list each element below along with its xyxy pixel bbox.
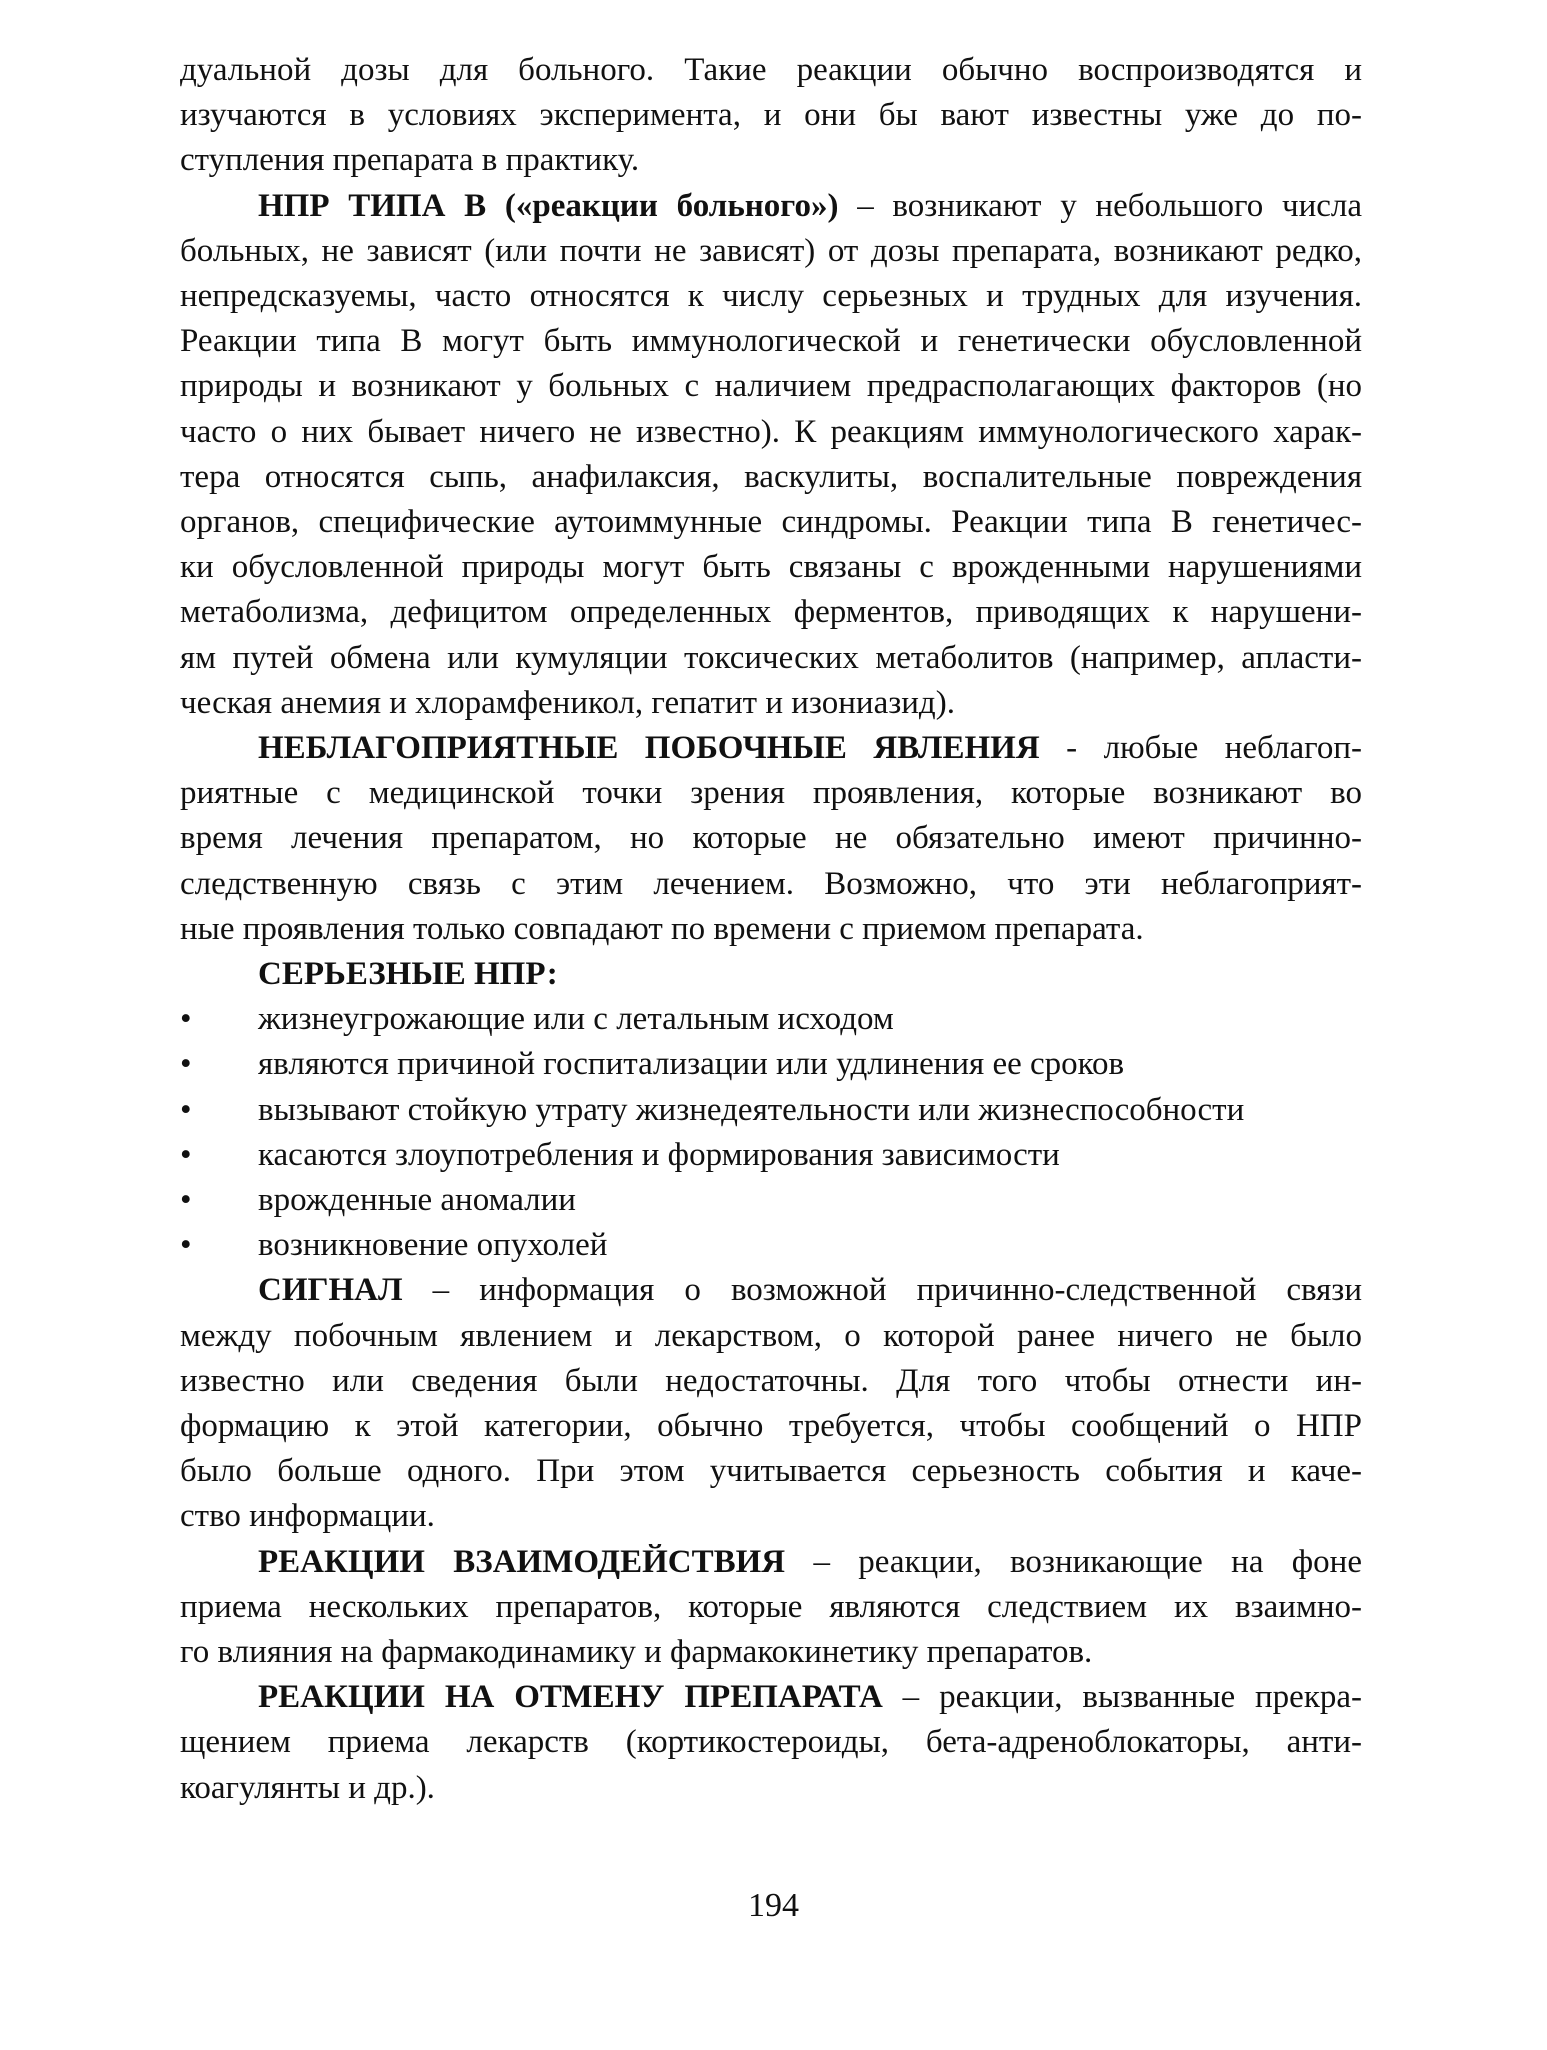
type-b-paragraph: [180, 184, 1362, 726]
text-line: время лечения препаратом, но которые не обязательно имеют причинно-: [180, 820, 1362, 857]
intro-paragraph: [180, 48, 1362, 184]
text-line: метаболизма, дефицитом определенных ферментов, приводящих к нарушени-: [180, 594, 1362, 631]
signal-paragraph: [180, 1268, 1362, 1539]
text-line: было больше одного. При этом учитывается серьезность события и каче-: [180, 1453, 1362, 1490]
term-interaction: РЕАКЦИИ ВЗАИМОДЕЙСТВИЯ: [258, 1543, 786, 1580]
text-line: приема нескольких препаратов, которые являются следствием их взаимно-: [180, 1588, 1362, 1625]
text-line: известно или сведения были недостаточны. Для того чтобы отнести ин-: [180, 1362, 1362, 1399]
term-adverse-events: НЕБЛАГОПРИЯТНЫЕ ПОБОЧНЫЕ ЯВЛЕНИЯ: [258, 730, 1040, 767]
list-item-text: касаются злоупотребления и формирования зависимости: [258, 1136, 1060, 1173]
text-line: ческая анемия и хлорамфеникол, гепатит и изониазид).: [180, 684, 955, 721]
list-item-text: вызывают стойкую утрату жизнедеятельности или жизнеспособности: [258, 1091, 1245, 1128]
list-item-text: жизнеугрожающие или с летальным исходом: [258, 1001, 894, 1038]
text-line: ступления препарата в практику.: [180, 142, 640, 179]
text-line: органов, специфические аутоиммунные синдромы. Реакции типа В генетичес-: [180, 504, 1362, 541]
definition-start: - любые неблагоп-: [1039, 730, 1362, 767]
list-item-text: являются причиной госпитализации или удлинения ее сроков: [258, 1046, 1125, 1083]
page-number: 194: [748, 1887, 799, 1924]
text-line: между побочным явлением и лекарством, о которой ранее ничего не было: [180, 1317, 1362, 1354]
text-line: больных, не зависят (или почти не зависят) от дозы препарата, возникают редко,: [180, 232, 1362, 269]
text-line: [180, 184, 1362, 229]
text-line: [180, 726, 1362, 771]
bullet-icon: •: [180, 1182, 192, 1218]
bullet-icon: •: [180, 1001, 192, 1038]
list-item: [180, 1223, 1362, 1268]
text-line: ки обусловленной природы могут быть связаны с врожденными нарушениями: [180, 549, 1362, 586]
text-line: тера относятся сыпь, анафилаксия, васкулиты, воспалительные повреждения: [180, 458, 1362, 495]
serious-adr-heading: СЕРЬЕЗНЫЕ НПР:: [258, 956, 558, 993]
text-line: следственную связь с этим лечением. Возможно, что эти неблагоприят-: [180, 865, 1362, 902]
text-line: риятные с медицинской точки зрения проявления, которые возникают во: [180, 775, 1362, 812]
text-line: формацию к этой категории, обычно требуется, чтобы сообщений о НПР: [180, 1407, 1362, 1444]
list-item: [180, 1088, 1362, 1133]
definition-start: – информация о возможной причинно-следственной связи: [402, 1272, 1362, 1309]
text-line: [180, 1675, 1362, 1720]
text-line: щением приема лекарств (кортикостероиды, бета-адреноблокаторы, анти-: [180, 1724, 1362, 1761]
text-line: дуальной дозы для больного. Такие реакции обычно воспроизводятся и: [180, 52, 1362, 88]
bullet-icon: •: [180, 1136, 192, 1173]
withdrawal-paragraph: [180, 1675, 1362, 1811]
text-line: Реакции типа В могут быть иммунологической и генетически обусловленной: [180, 323, 1362, 360]
text-line: часто о них бывает ничего не известно). К реакциям иммунологического харак-: [180, 413, 1362, 450]
bullet-icon: •: [180, 1227, 192, 1264]
definition-start: – реакции, возникающие на фоне: [785, 1543, 1362, 1580]
bullet-icon: •: [180, 1091, 192, 1128]
list-item: [180, 1178, 1362, 1223]
list-item: [180, 1042, 1362, 1087]
bullet-icon: •: [180, 1046, 192, 1083]
text-line: ные проявления только совпадают по времени с приемом препарата.: [180, 910, 1144, 947]
serious-adr-list: [180, 997, 1362, 1268]
text-line: ство информации.: [180, 1498, 435, 1535]
text-line: коагулянты и др.).: [180, 1769, 435, 1806]
term-signal: СИГНАЛ: [258, 1272, 403, 1309]
text-line: изучаются в условиях эксперимента, и они бы вают известны уже до по-: [180, 97, 1362, 134]
term-type-b: НПР ТИПА В («реакции больного»): [258, 187, 839, 224]
text-line: непредсказуемы, часто относятся к числу серьезных и трудных для изучения.: [180, 278, 1362, 315]
text-line: природы и возникают у больных с наличием предрасполагающих факторов (но: [180, 368, 1362, 405]
text-line: [180, 1268, 1362, 1313]
definition-start: – возникают у небольшого числа: [838, 187, 1362, 224]
term-withdrawal: РЕАКЦИИ НА ОТМЕНУ ПРЕПАРАТА: [258, 1679, 883, 1716]
list-item-text: врожденные аномалии: [258, 1182, 576, 1218]
list-item-text: возникновение опухолей: [258, 1227, 608, 1264]
text-line: ям путей обмена или кумуляции токсических метаболитов (например, апласти-: [180, 639, 1362, 676]
interaction-paragraph: [180, 1540, 1362, 1676]
text-line: [180, 1540, 1362, 1585]
text-line: го влияния на фармакодинамику и фармакокинетику препаратов.: [180, 1634, 1093, 1670]
adverse-events-paragraph: [180, 726, 1362, 952]
list-item: [180, 997, 1362, 1042]
definition-start: – реакции, вызванные прекра-: [882, 1679, 1362, 1716]
list-item: [180, 1133, 1362, 1178]
page-body: [180, 48, 1362, 1811]
